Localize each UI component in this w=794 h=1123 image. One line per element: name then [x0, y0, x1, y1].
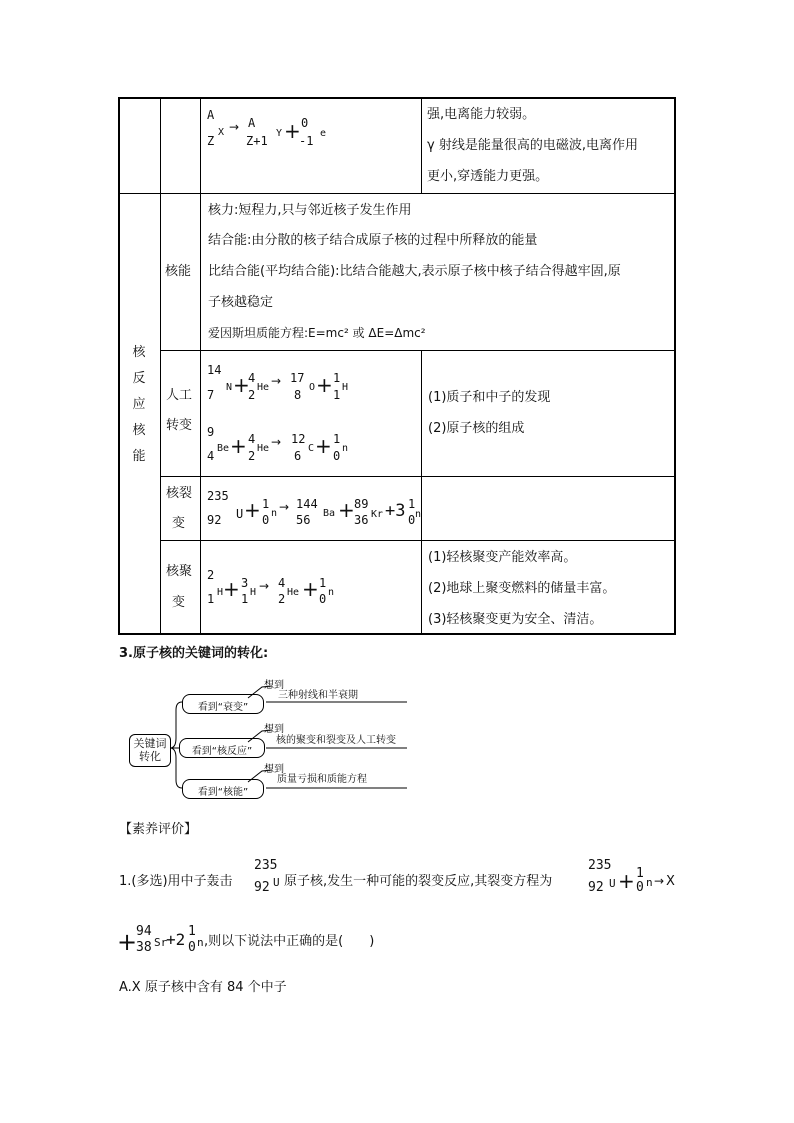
arrow-icon: → [654, 874, 665, 888]
plus-sign: + [230, 434, 247, 458]
atomic-number: -1 [299, 134, 314, 148]
table-border-top [118, 97, 676, 99]
root-label: 关键词 [133, 737, 167, 750]
cell-text: (2)原子核的组成 [428, 421, 525, 436]
cell-text: γ 射线是能量很高的电磁波,电离作用 [427, 138, 638, 153]
element-symbol: n [342, 443, 349, 454]
col-divider-2b [200, 194, 201, 635]
coefficient: +3 [385, 501, 406, 521]
row-divider-4 [160, 540, 676, 541]
mass-energy-equation: 爱因斯坦质能方程:E=mc² 或 ΔE=Δmc² [208, 326, 426, 340]
result-label: 核的聚变和裂变及人工转变 [276, 735, 396, 746]
element-symbol: C [308, 443, 315, 454]
atomic-number: 4 [207, 449, 215, 463]
diagram-root-box [129, 734, 171, 767]
question-text: ,则以下说法中正确的是( ) [204, 934, 375, 949]
arrow-icon: → [229, 120, 240, 134]
atomic-number: 1 [333, 388, 341, 402]
coefficient: +2 [166, 930, 186, 949]
col-divider-3b [421, 350, 422, 635]
element-symbol: n [271, 508, 278, 519]
col-divider-3a [421, 97, 422, 194]
element-symbol: H [217, 587, 224, 598]
element-symbol: He [257, 443, 270, 454]
atomic-number: 0 [319, 592, 327, 606]
think-label: 想到 [264, 764, 284, 775]
mass-number: 1 [262, 497, 270, 511]
cell-text: (1)轻核聚变产能效率高。 [428, 550, 577, 565]
cell-text: 核力:短程力,只与邻近核子发生作用 [208, 203, 412, 218]
row-label-fusion: 变 [172, 595, 186, 610]
element-symbol: Ba [323, 508, 336, 519]
label-char: 能 [132, 449, 146, 464]
plus-sign: + [233, 373, 250, 397]
option-a: A.X 原子核中含有 84 个中子 [119, 980, 287, 995]
row-label-fission: 变 [172, 516, 186, 531]
plus-sign: + [338, 498, 355, 522]
branch-box-reaction [179, 738, 265, 758]
unknown-nucleus: X [666, 874, 675, 889]
atomic-number: 0 [262, 513, 270, 527]
row-label-fusion: 核聚 [166, 564, 193, 579]
question-text: 原子核,发生一种可能的裂变反应,其裂变方程为 [284, 874, 553, 889]
atomic-number: 56 [296, 513, 311, 527]
mass-number: 1 [408, 497, 416, 511]
atomic-number: 38 [136, 940, 152, 955]
atomic-number: 92 [254, 880, 270, 895]
element-symbol: X [218, 127, 225, 138]
col-divider-2a [200, 97, 201, 194]
element-symbol: n [415, 509, 422, 520]
branch-label: 看到“核反应” [191, 746, 253, 757]
row-divider-2 [160, 350, 676, 351]
question-text: 1.(多选)用中子轰击 [119, 874, 233, 889]
mass-number: 12 [291, 432, 306, 446]
arrow-icon: → [259, 579, 270, 593]
mass-number: 14 [207, 363, 222, 377]
cell-text: 子核越稳定 [208, 295, 274, 310]
result-label: 三种射线和半衰期 [278, 690, 358, 701]
plus-sign: + [284, 119, 301, 143]
label-char: 核 [132, 345, 146, 360]
mass-number: 235 [588, 858, 612, 873]
atomic-number: 1 [207, 592, 215, 606]
atomic-number: 6 [294, 449, 302, 463]
arrow-icon: → [271, 374, 282, 388]
mass-number: 4 [248, 371, 256, 385]
mass-number: 94 [136, 924, 152, 939]
mass-number: 4 [248, 432, 256, 446]
mass-number: 17 [290, 371, 305, 385]
plus-sign: + [223, 577, 240, 601]
label-char: 核 [132, 423, 146, 438]
mass-number: 4 [278, 576, 286, 590]
element-symbol: Be [217, 443, 230, 454]
label-char: 应 [132, 397, 146, 412]
branch-label: 看到“核能” [197, 787, 249, 798]
mass-number: 1 [636, 866, 644, 881]
element-symbol: U [236, 507, 244, 521]
element-symbol: n [646, 876, 653, 889]
element-symbol: U [609, 877, 616, 890]
element-symbol: He [257, 382, 270, 393]
mass-number: 1 [333, 371, 341, 385]
row-label-artificial: 转变 [166, 418, 193, 433]
row-label-fission: 核裂 [166, 486, 193, 501]
element-symbol: Y [276, 128, 283, 139]
cell-text: 强,电离能力较弱。 [427, 107, 536, 122]
mass-number: 235 [207, 489, 229, 503]
think-label: 想到 [264, 724, 284, 735]
col-divider-1 [160, 97, 161, 635]
atomic-number: Z [207, 134, 215, 148]
branch-box-energy [182, 779, 264, 799]
row-label-artificial: 人工 [166, 388, 193, 403]
element-symbol: n [328, 587, 335, 598]
plus-sign: + [315, 434, 332, 458]
section-heading: 3.原子核的关键词的转化: [119, 646, 269, 661]
row-divider-3 [160, 476, 676, 477]
mass-number: A [207, 108, 215, 122]
plus-sign: + [618, 869, 635, 893]
atomic-number: 2 [278, 592, 286, 606]
mass-number: 1 [319, 576, 327, 590]
element-symbol: H [342, 382, 349, 393]
atomic-number: 2 [248, 388, 256, 402]
cell-text: (1)质子和中子的发现 [428, 390, 551, 405]
atomic-number: 36 [354, 513, 369, 527]
mass-number: A [248, 116, 256, 130]
mass-number: 9 [207, 425, 215, 439]
atomic-number: 7 [207, 388, 215, 402]
table-border-bottom [118, 633, 676, 635]
think-label: 想到 [264, 680, 284, 691]
row-divider-1 [118, 193, 676, 194]
plus-sign: + [117, 928, 138, 956]
mass-number: 144 [296, 497, 318, 511]
atomic-number: 0 [188, 940, 196, 955]
element-symbol: He [287, 587, 300, 598]
root-label: 转化 [139, 750, 161, 763]
element-symbol: U [273, 876, 280, 889]
cell-text: 比结合能(平均结合能):比结合能越大,表示原子核中核子结合得越牢固,原 [208, 264, 621, 279]
mass-number: 235 [254, 858, 278, 873]
plus-sign: + [302, 577, 319, 601]
atomic-number: 2 [248, 449, 256, 463]
atomic-number: 1 [241, 592, 249, 606]
element-symbol: n [197, 936, 204, 949]
table-border-right [674, 97, 676, 635]
atomic-number: 0 [636, 880, 644, 895]
mass-number: 1 [188, 924, 196, 939]
element-symbol: Kr [371, 509, 384, 520]
atomic-number: Z+1 [246, 134, 268, 148]
branch-label: 看到“衰变” [197, 702, 249, 713]
plus-sign: + [244, 498, 261, 522]
atomic-number: 0 [408, 513, 416, 527]
mass-number: 1 [333, 432, 341, 446]
element-symbol: Sr [154, 936, 168, 949]
cell-text: (3)轻核聚变更为安全、清洁。 [428, 612, 603, 627]
branch-box-decay [182, 694, 264, 714]
cell-text: 更小,穿透能力更强。 [427, 169, 549, 184]
plus-sign: + [316, 373, 333, 397]
mass-number: 89 [354, 497, 369, 511]
arrow-icon: → [271, 435, 282, 449]
element-symbol: e [320, 128, 327, 139]
element-symbol: N [226, 382, 233, 393]
element-symbol: O [309, 382, 316, 393]
arrow-icon: → [279, 500, 290, 514]
row-label-nuclear-energy: 核能 [165, 264, 192, 279]
mass-number: 2 [207, 568, 215, 582]
label-char: 反 [132, 371, 146, 386]
atomic-number: 8 [294, 388, 302, 402]
atomic-number: 92 [207, 513, 222, 527]
atomic-number: 0 [333, 449, 341, 463]
result-label: 质量亏损和质能方程 [277, 774, 367, 785]
atomic-number: 92 [588, 880, 604, 895]
evaluation-heading: 【素养评价】 [119, 822, 198, 837]
mass-number: 0 [301, 116, 309, 130]
table-border-left [118, 97, 120, 635]
cell-text: 结合能:由分散的核子结合成原子核的过程中所释放的能量 [208, 233, 538, 248]
mass-number: 3 [241, 576, 249, 590]
element-symbol: H [250, 587, 257, 598]
cell-text: (2)地球上聚变燃料的储量丰富。 [428, 581, 616, 596]
